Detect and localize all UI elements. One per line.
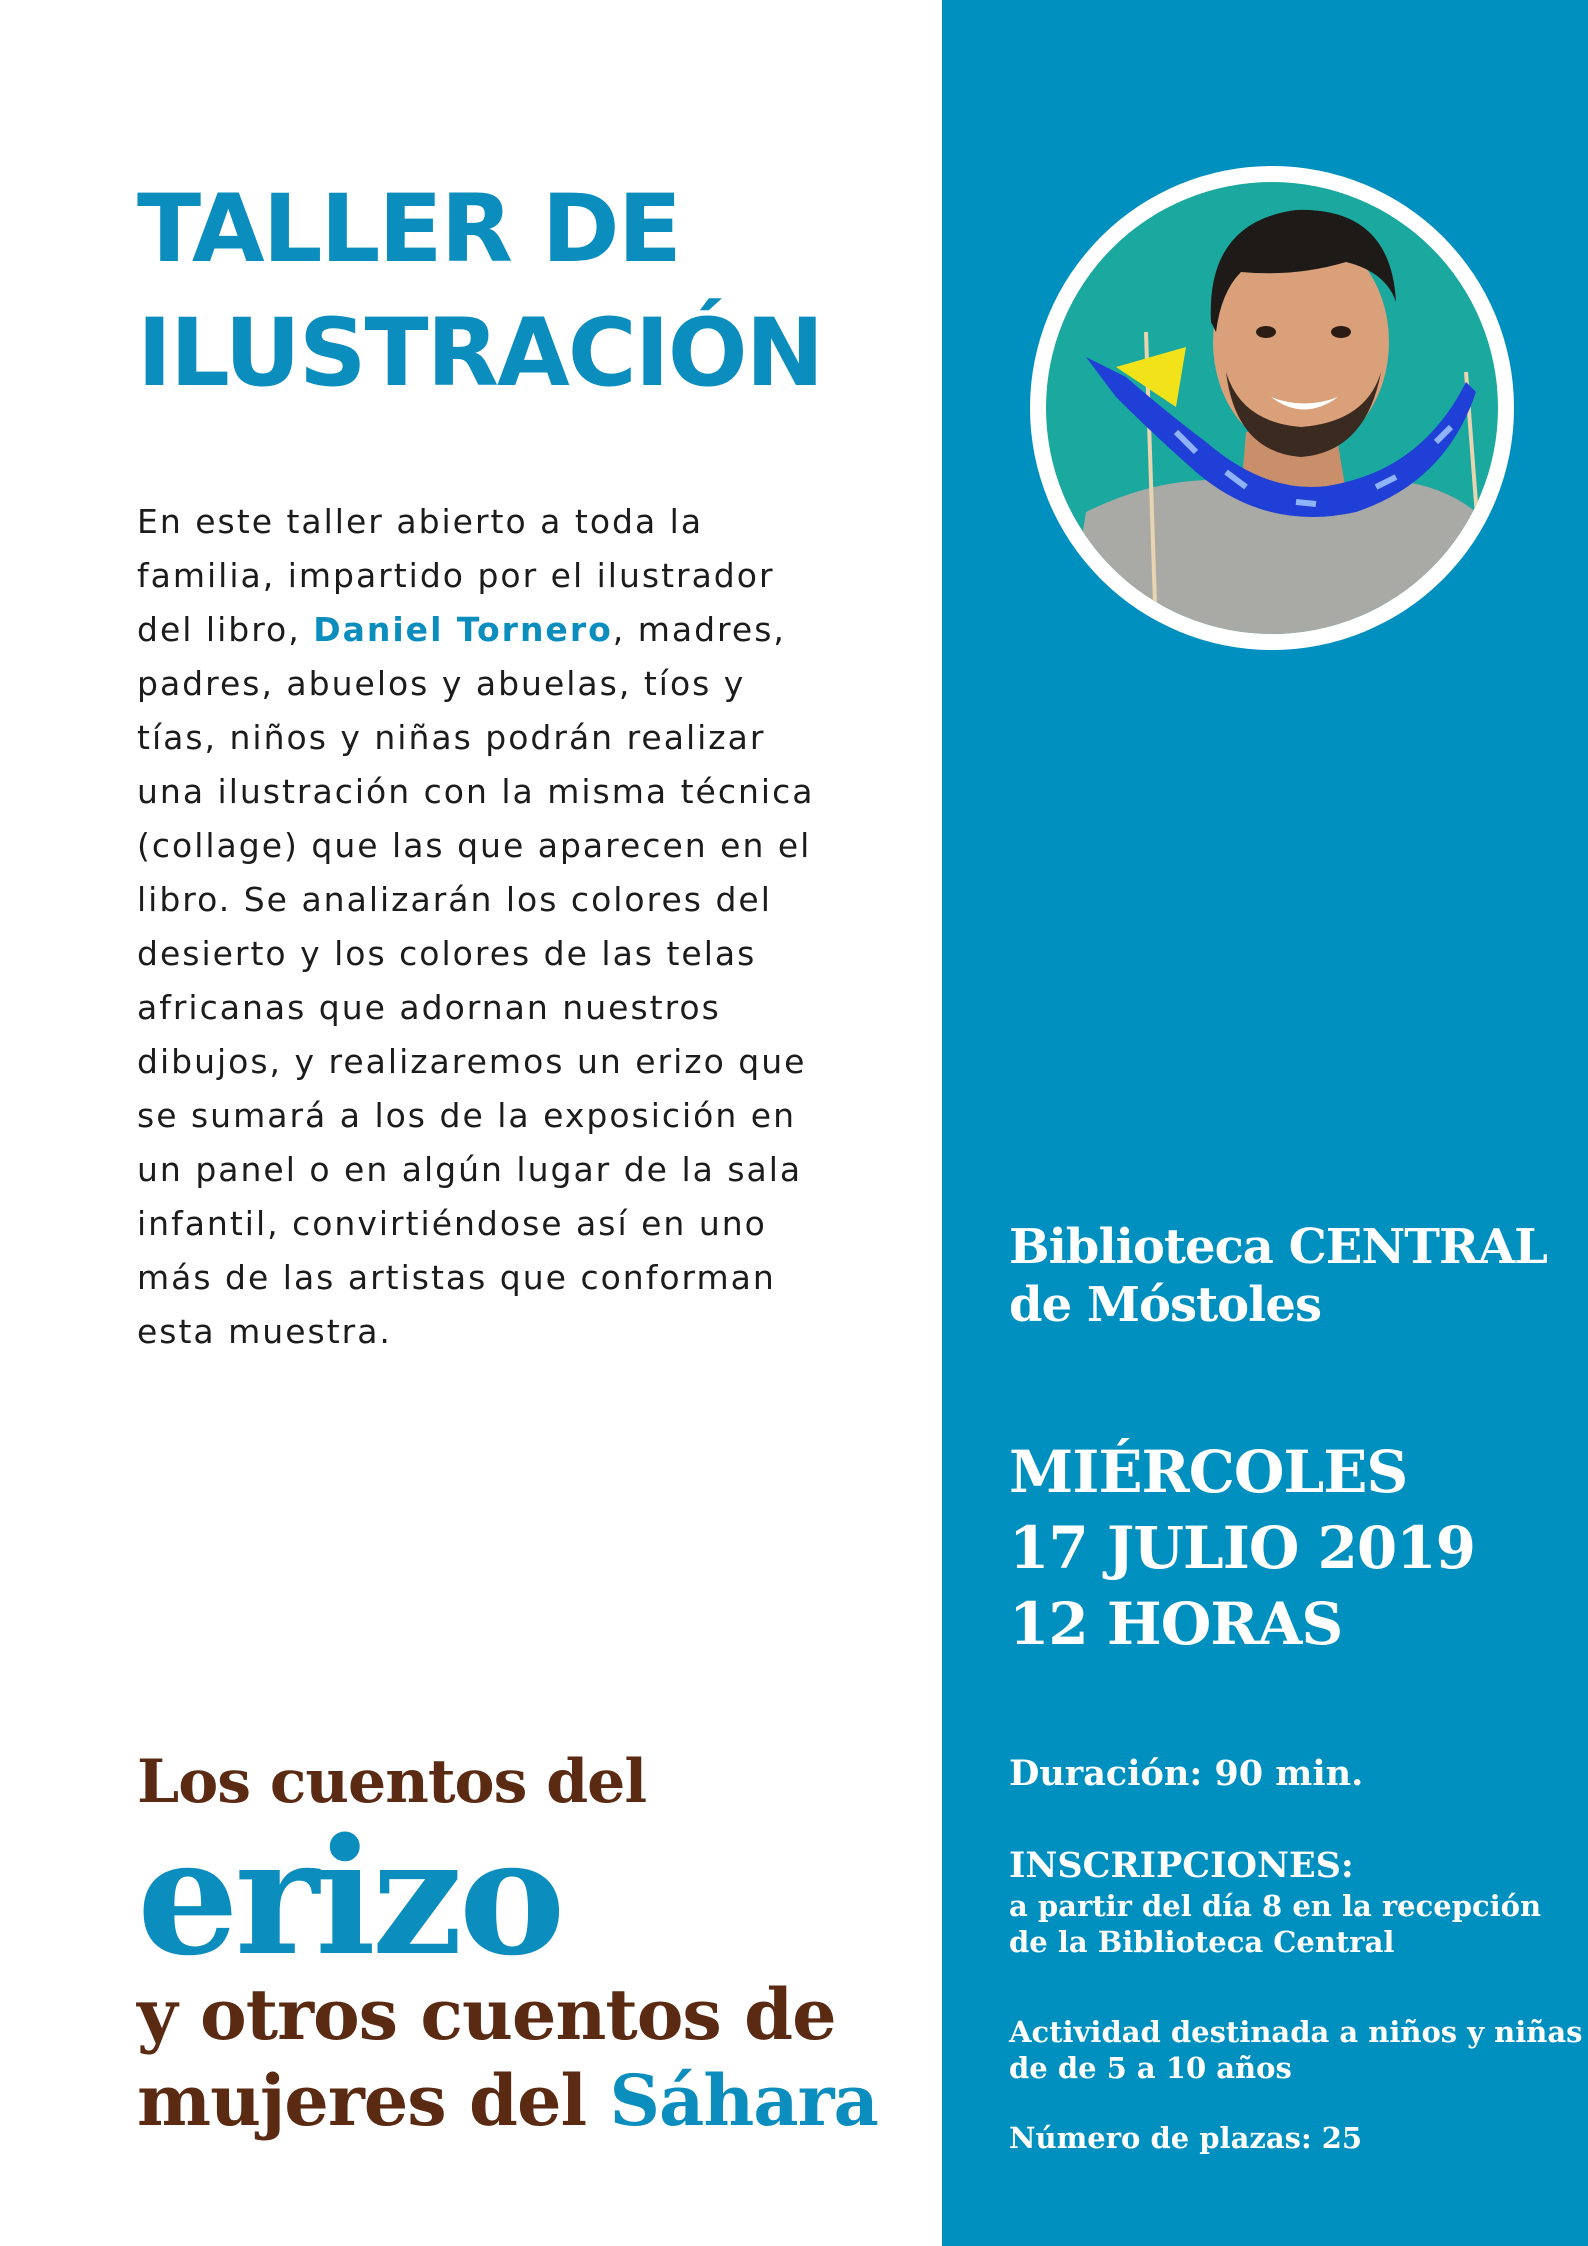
duration: Duración: 90 min. [1009,1753,1364,1794]
audience-line-1: Actividad destinada a niños y niñas [1009,2015,1583,2049]
registration-line-2: de la Biblioteca Central [1009,1925,1395,1959]
venue-line-1: Biblioteca CENTRAL [1009,1219,1547,1275]
book-title-line-3: y otros cuentos de [137,1973,836,2056]
title-line-2: ILUSTRACIÓN [137,299,823,408]
event-date [1009,1434,1569,1662]
registration-info [1009,1888,1569,1960]
workshop-title [137,168,897,416]
description-intro: En este taller abierto a toda la familia, impartido por el ilustrador del libro, [137,502,775,649]
book-title-line-1: Los cuentos del [137,1747,647,1817]
audience-line-2: de de 5 a 10 años [1009,2051,1292,2085]
book-title-sahara: Sáhara [609,2059,878,2142]
book-title-line-4-main: mujeres del [137,2059,587,2142]
workshop-description [137,495,817,1359]
illustrator-portrait [1030,166,1514,650]
portrait-photo [1046,182,1498,634]
event-time: 12 HORAS [1009,1590,1343,1658]
illustrator-name: Daniel Tornero [313,610,613,649]
title-line-1: TALLER DE [137,175,680,284]
book-title-line-4 [137,2058,927,2144]
book-title [137,1742,927,2144]
registration-line-1: a partir del día 8 en la recepción [1009,1889,1542,1923]
places-count: Número de plazas: 25 [1009,2121,1363,2155]
event-day: MIÉRCOLES [1009,1438,1408,1506]
registration-heading: INSCRIPCIONES: [1009,1845,1354,1886]
audience-info [1009,2014,1583,2086]
book-title-erizo: erizo [137,1803,562,1991]
venue [1009,1218,1569,1334]
event-date-value: 17 JULIO 2019 [1009,1514,1475,1582]
description-rest: , madres, padres, abuelos y abuelas, tíos y tías, niños y niñas podrán realizar una ilustración con la misma técnica (collage) que las que aparecen en el libro. Se analizarán los colores del desierto y los colores de las telas africanas que adornan nuestros dibujos, y realizaremos un erizo que se sumará a los de la exposición en un panel o en algún lugar de la sala infantil, convirtiéndose así en uno más de las artistas que conforman esta muestra. [137,610,815,1351]
venue-line-2: de Móstoles [1009,1277,1321,1333]
